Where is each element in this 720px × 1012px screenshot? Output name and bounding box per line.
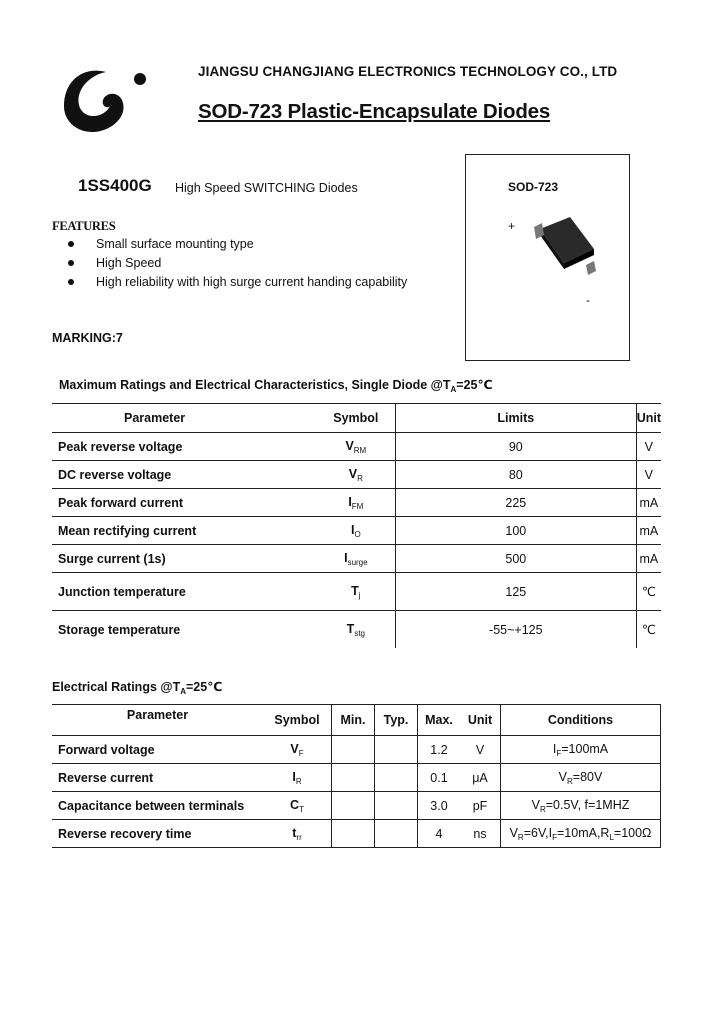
anode-marker: +	[508, 219, 516, 233]
symbol-letter: V	[345, 438, 354, 453]
symbol-letter: T	[351, 583, 359, 598]
symbol-subscript: RM	[353, 445, 367, 455]
package-diagram-box	[465, 154, 630, 361]
unit-cell: mA	[636, 517, 661, 545]
symbol-letter: I	[292, 769, 296, 784]
symbol-subscript: R	[295, 776, 302, 786]
condition-text: =10mA,R	[556, 825, 610, 840]
title-text: Electrical Ratings @T	[52, 680, 181, 694]
max-cell: 3.0	[418, 792, 461, 820]
condition-text: I	[552, 741, 557, 756]
parameter-cell: Storage temperature	[58, 622, 181, 637]
unit-cell: ℃	[636, 573, 661, 611]
table-row	[52, 736, 661, 764]
min-cell	[332, 792, 375, 820]
symbol-letter: I	[350, 522, 355, 537]
unit-cell: mA	[636, 545, 661, 573]
symbol-cell	[317, 545, 396, 573]
unit-cell: V	[460, 736, 501, 764]
condition-subscript: L	[609, 832, 614, 842]
bullet-icon	[68, 260, 74, 266]
parameter-cell: Peak reverse voltage	[52, 433, 317, 461]
limit-cell: 80	[395, 461, 636, 489]
max-ratings-title	[59, 377, 493, 394]
symbol-subscript: F	[298, 748, 304, 758]
title-text: Maximum Ratings and Electrical Characteristics, Single Diode @T	[59, 378, 451, 392]
typ-cell	[375, 736, 418, 764]
table-row	[52, 489, 661, 517]
symbol-cell	[317, 611, 396, 649]
parameter-cell: Mean rectifying current	[52, 517, 317, 545]
parameter-cell: Forward voltage	[52, 736, 263, 764]
conditions-cell	[501, 792, 661, 820]
table-row	[52, 461, 661, 489]
condition-subscript: F	[552, 832, 557, 842]
feature-text: High reliability with high surge current handing capability	[96, 275, 408, 289]
feature-text: High Speed	[96, 256, 162, 270]
unit-cell: V	[636, 433, 661, 461]
company-logo	[60, 66, 152, 138]
part-description: High Speed SWITCHING Diodes	[175, 181, 358, 195]
parameter-cell: Capacitance between terminals	[52, 792, 263, 820]
condition-text: =0.5V, f=1MHZ	[545, 797, 630, 812]
typ-cell	[375, 820, 418, 848]
conditions-cell	[501, 736, 661, 764]
limit-cell: 225	[395, 489, 636, 517]
marking-code: MARKING:7	[52, 331, 123, 345]
header-min: Min.	[332, 705, 375, 736]
feature-item	[68, 275, 407, 289]
table-row	[52, 792, 661, 820]
header-symbol: Symbol	[317, 404, 396, 433]
max-cell: 1.2	[418, 736, 461, 764]
part-number: 1SS400G	[78, 176, 152, 195]
header-max: Max.	[418, 705, 461, 736]
min-cell	[332, 764, 375, 792]
features-heading: FEATURES	[52, 219, 116, 233]
package-right-lead	[586, 261, 596, 275]
company-name: JIANGSU CHANGJIANG ELECTRONICS TECHNOLOGY CO., LTD	[198, 64, 618, 79]
symbol-cell	[317, 461, 396, 489]
symbol-subscript: FM	[351, 501, 364, 511]
title-subscript: A	[180, 687, 186, 696]
symbol-subscript: j	[358, 590, 361, 600]
table-row	[52, 517, 661, 545]
parameter-cell: Junction temperature	[52, 573, 317, 611]
condition-subscript: R	[517, 832, 524, 842]
condition-subscript: R	[567, 776, 573, 786]
max-ratings-table	[52, 403, 661, 648]
condition-text: V	[558, 769, 567, 784]
header-unit: Unit	[460, 705, 501, 736]
header-unit: Unit	[636, 404, 661, 433]
limit-cell: 90	[395, 433, 636, 461]
table-row	[52, 573, 661, 611]
conditions-cell	[501, 820, 661, 848]
cathode-marker: -	[586, 293, 590, 307]
logo-dot	[134, 73, 146, 85]
feature-item	[68, 237, 254, 251]
condition-text: =100Ω	[613, 825, 652, 840]
symbol-subscript: stg	[354, 628, 365, 638]
document-title: SOD-723 Plastic-Encapsulate Diodes	[198, 100, 551, 123]
title-suffix: =25℃	[456, 378, 493, 392]
condition-text: V	[509, 825, 518, 840]
symbol-subscript: T	[299, 804, 304, 814]
max-cell: 4	[418, 820, 461, 848]
unit-cell: V	[636, 461, 661, 489]
table-header-row	[52, 404, 661, 433]
condition-text: V	[531, 797, 540, 812]
condition-text: =80V	[572, 769, 603, 784]
logo-arc-mark	[64, 71, 124, 132]
title-suffix: =25℃	[185, 680, 223, 694]
max-cell: 0.1	[418, 764, 461, 792]
header-parameter: Parameter	[52, 705, 263, 736]
symbol-letter: V	[290, 741, 299, 756]
condition-subscript: F	[556, 748, 562, 758]
parameter-cell: Reverse recovery time	[52, 820, 263, 848]
table-row	[52, 611, 661, 649]
symbol-letter: V	[348, 466, 358, 481]
unit-cell: mA	[636, 489, 661, 517]
typ-cell	[375, 792, 418, 820]
min-cell	[332, 736, 375, 764]
table-row	[52, 545, 661, 573]
symbol-cell	[263, 736, 332, 764]
header-symbol: Symbol	[263, 705, 332, 736]
symbol-cell	[317, 517, 396, 545]
diode-package-illustration	[526, 213, 606, 283]
table-row	[52, 433, 661, 461]
condition-subscript: R	[539, 804, 546, 814]
unit-cell: pF	[460, 792, 501, 820]
elec-ratings-title	[52, 679, 222, 696]
symbol-cell	[263, 792, 332, 820]
bullet-icon	[68, 241, 74, 247]
typ-cell	[375, 764, 418, 792]
symbol-subscript: surge	[347, 557, 368, 567]
header-conditions: Conditions	[501, 705, 661, 736]
condition-text: =6V,I	[523, 825, 553, 840]
symbol-cell	[317, 489, 396, 517]
table-header-row	[52, 705, 661, 736]
symbol-letter: t	[292, 825, 297, 840]
feature-item	[68, 256, 161, 270]
symbol-cell	[263, 764, 332, 792]
symbol-cell	[317, 433, 396, 461]
symbol-cell	[317, 573, 396, 611]
limit-cell: 100	[395, 517, 636, 545]
limit-cell: -55~+125	[395, 611, 636, 649]
condition-text: =100mA	[561, 741, 609, 756]
parameter-cell: DC reverse voltage	[52, 461, 317, 489]
symbol-subscript: R	[357, 473, 363, 483]
header-typ: Typ.	[375, 705, 418, 736]
parameter-cell: Peak forward current	[52, 489, 317, 517]
package-label: SOD-723	[508, 180, 559, 194]
symbol-letter: C	[290, 797, 300, 812]
table-row	[52, 764, 661, 792]
symbol-letter: I	[348, 494, 352, 509]
min-cell	[332, 820, 375, 848]
electrical-ratings-table	[52, 704, 661, 848]
limit-cell: 500	[395, 545, 636, 573]
bullet-icon	[68, 279, 74, 285]
header-limits: Limits	[395, 404, 636, 433]
parameter-cell: Surge current (1s)	[52, 545, 317, 573]
symbol-subscript: O	[354, 529, 361, 539]
header-parameter: Parameter	[52, 404, 317, 433]
unit-cell: μA	[460, 764, 501, 792]
symbol-subscript: rr	[296, 832, 302, 842]
parameter-cell: Reverse current	[52, 764, 263, 792]
feature-text: Small surface mounting type	[96, 237, 254, 251]
symbol-letter: I	[344, 550, 348, 565]
unit-cell: ns	[460, 820, 501, 848]
unit-cell: ℃	[641, 623, 656, 637]
conditions-cell	[501, 764, 661, 792]
title-subscript: A	[450, 385, 457, 394]
limit-cell: 125	[395, 573, 636, 611]
table-row	[52, 820, 661, 848]
symbol-cell	[263, 820, 332, 848]
symbol-letter: T	[346, 621, 355, 636]
